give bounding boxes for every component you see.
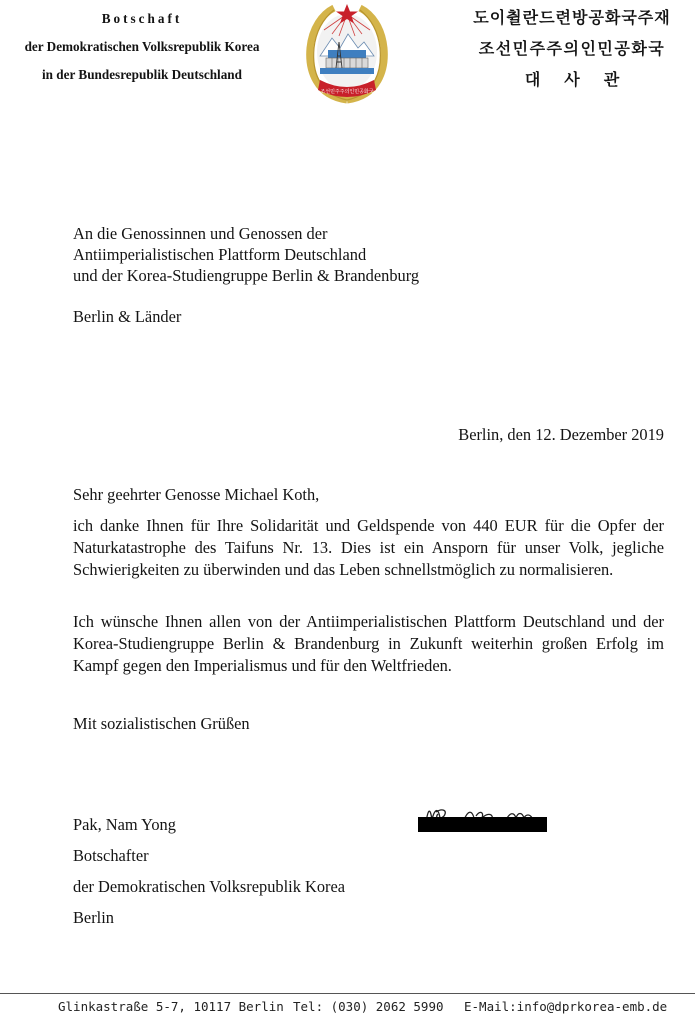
embassy-name-korean — [452, 2, 692, 95]
embassy-name-line: der Demokratischen Volksrepublik Korea — [24, 39, 260, 54]
redaction-bar — [418, 817, 547, 832]
date-line: Berlin, den 12. Dezember 2019 — [458, 425, 664, 444]
embassy-name-line: in der Bundesrepublik Deutschland — [42, 67, 242, 82]
sender-title: Botschafter — [73, 846, 149, 865]
sender-city: Berlin — [73, 908, 114, 927]
recipient-block — [73, 223, 419, 286]
emblem-ribbon-text: 조선민주주의인민공화국 — [320, 89, 374, 95]
sender-block — [73, 809, 345, 933]
recipient-location: Berlin & Länder — [73, 307, 182, 326]
footer-email: E-Mail:info@dprkorea-emb.de — [464, 999, 668, 1014]
embassy-name-line: 대사관 — [524, 70, 644, 89]
recipient-line: An die Genossinnen und Genossen der — [73, 224, 328, 243]
body-paragraph: ich danke Ihnen für Ihre Solidarität und Geldspende von 440 EUR für die Opfer der Naturkatastrophe des Taifuns Nr. 13. Dies ist ein Ansporn für unser Volk, jegliche Schwierigkeiten zu überwinden und das Leben schnellstmöglich zu normalisieren. — [73, 516, 664, 579]
sender-organization: der Demokratischen Volksrepublik Korea — [73, 877, 346, 896]
footer-address: Glinkastraße 5-7, 10117 Berlin — [58, 999, 284, 1014]
recipient-line: Antiimperialistischen Plattform Deutschland — [73, 245, 367, 264]
embassy-name-german — [0, 5, 284, 89]
body-paragraph: Ich wünsche Ihnen allen von der Antiimperialistischen Plattform Deutschland und der Korea-Studiengruppe Berlin & Brandenburg in Zukunft weiterhin großen Erfolg im Kampf gegen den Imperialismus und für den Weltfrieden. — [73, 612, 664, 675]
signature-redacted — [418, 802, 548, 836]
closing: Mit sozialistischen Grüßen — [73, 714, 250, 733]
state-emblem — [306, 0, 388, 106]
footer-divider — [0, 993, 695, 994]
salutation: Sehr geehrter Genosse Michael Koth, — [73, 485, 320, 504]
embassy-name-line: Botschaft — [101, 11, 183, 26]
recipient-line: und der Korea-Studiengruppe Berlin & Brandenburg — [73, 266, 420, 285]
embassy-name-line: 도이췰란드련방공화국주재 — [473, 8, 671, 27]
embassy-name-line: 조선민주주의인민공화국 — [478, 39, 666, 58]
sender-name: Pak, Nam Yong — [73, 815, 176, 834]
footer-telephone: Tel: (030) 2062 5990 — [293, 999, 444, 1014]
